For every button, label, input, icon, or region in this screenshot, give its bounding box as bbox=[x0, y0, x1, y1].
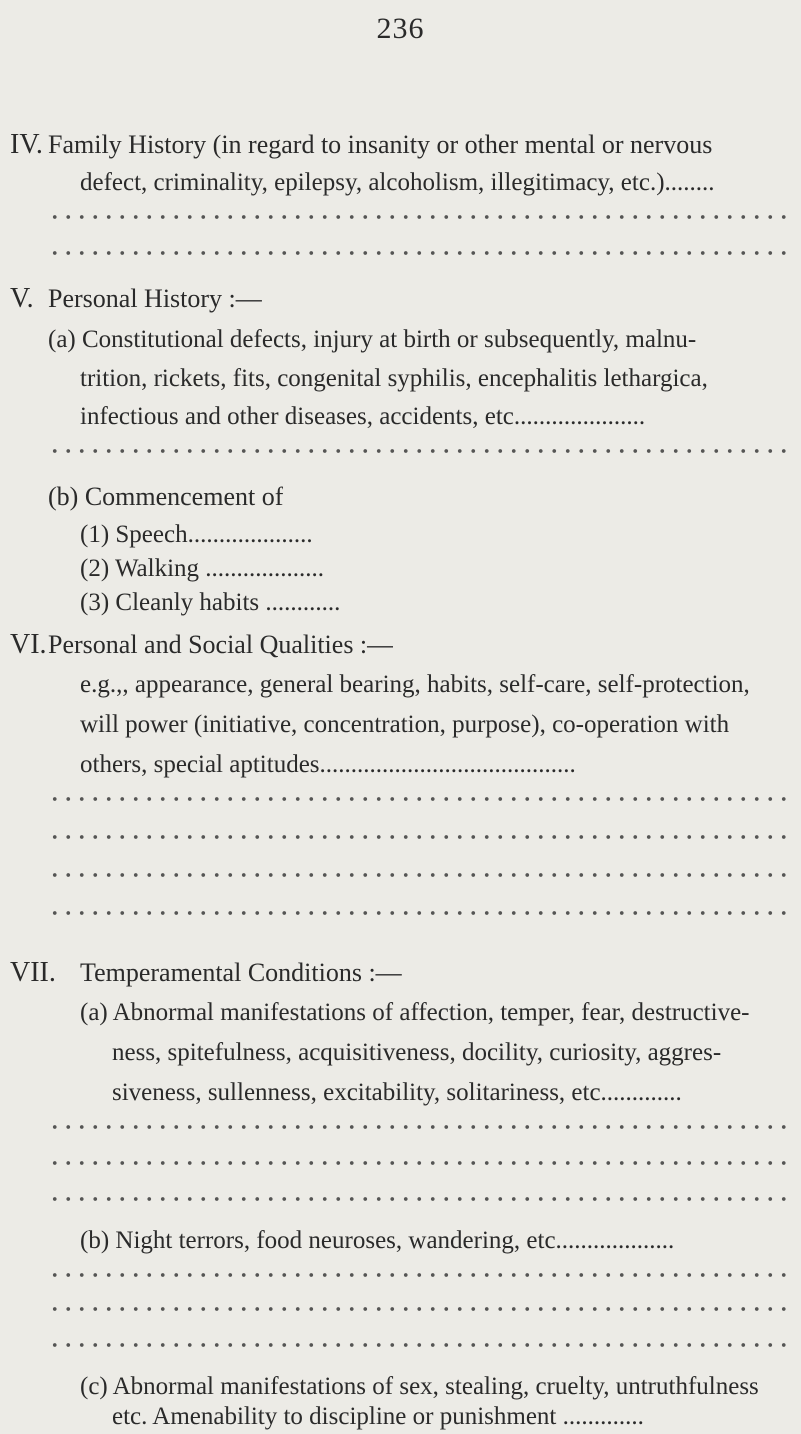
dotted-fill-line bbox=[48, 1196, 788, 1202]
section-v-item-b2: (2) Walking ................... bbox=[80, 555, 325, 582]
section-vi-line-3: others, special aptitudes......................................... bbox=[80, 751, 576, 778]
section-v-heading: Personal History :— bbox=[48, 284, 262, 313]
dotted-fill-line bbox=[48, 1160, 788, 1166]
dotted-fill-line bbox=[48, 872, 788, 878]
section-v-item-b3: (3) Cleanly habits ............ bbox=[80, 589, 341, 616]
section-v-item-b1: (1) Speech.................... bbox=[80, 521, 313, 548]
section-v-item-a-line-1: (a) Constitutional defects, injury at birth or subsequently, malnu- bbox=[48, 326, 697, 353]
section-numeral-v: V. bbox=[10, 283, 34, 314]
section-iv-line-1: Family History (in regard to insanity or other mental or nervous bbox=[48, 130, 713, 159]
section-numeral-iv: IV. bbox=[10, 129, 43, 160]
section-v-item-a-line-2: trition, rickets, fits, congenital syphilis, encephalitis lethargica, bbox=[80, 365, 708, 392]
section-vii-item-b: (b) Night terrors, food neuroses, wandering, etc................... bbox=[80, 1227, 675, 1254]
dotted-fill-line bbox=[48, 834, 788, 840]
dotted-fill-line bbox=[48, 910, 788, 916]
section-numeral-vii: VII. bbox=[10, 957, 56, 988]
section-v-item-a-line-3: infectious and other diseases, accidents, etc..................... bbox=[80, 403, 646, 430]
section-numeral-vi: VI. bbox=[10, 629, 47, 660]
dotted-fill-line bbox=[48, 1272, 788, 1278]
section-vi-heading: Personal and Social Qualities :— bbox=[48, 630, 394, 659]
dotted-fill-line bbox=[48, 214, 788, 220]
dotted-fill-line bbox=[48, 250, 788, 256]
section-vii-item-a-line-3: siveness, sullenness, excitability, solitariness, etc............. bbox=[112, 1079, 682, 1106]
dotted-fill-line bbox=[48, 448, 788, 454]
section-iv-line-2: defect, criminality, epilepsy, alcoholism, illegitimacy, etc.)........ bbox=[80, 169, 715, 196]
dotted-fill-line bbox=[48, 1124, 788, 1130]
section-vii-item-c-line-2: etc. Amenability to discipline or punishment ............. bbox=[112, 1403, 644, 1430]
page-number: 236 bbox=[376, 12, 425, 45]
dotted-fill-line bbox=[48, 1342, 788, 1348]
section-v-item-b: (b) Commencement of bbox=[48, 482, 284, 511]
section-vii-item-a-line-2: ness, spitefulness, acquisitiveness, docility, curiosity, aggres- bbox=[112, 1039, 722, 1066]
dotted-fill-line bbox=[48, 796, 788, 802]
dotted-fill-line bbox=[48, 1306, 788, 1312]
section-vii-item-a-line-1: (a) Abnormal manifestations of affection, temper, fear, destructive- bbox=[80, 999, 750, 1026]
section-vii-item-c-line-1: (c) Abnormal manifestations of sex, stealing, cruelty, untruthfulness bbox=[80, 1373, 759, 1400]
section-vi-line-2: will power (initiative, concentration, purpose), co-operation with bbox=[80, 711, 730, 738]
section-vi-line-1: e.g.,, appearance, general bearing, habits, self-care, self-protection, bbox=[80, 671, 750, 698]
section-vii-heading: Temperamental Conditions :— bbox=[80, 958, 402, 987]
